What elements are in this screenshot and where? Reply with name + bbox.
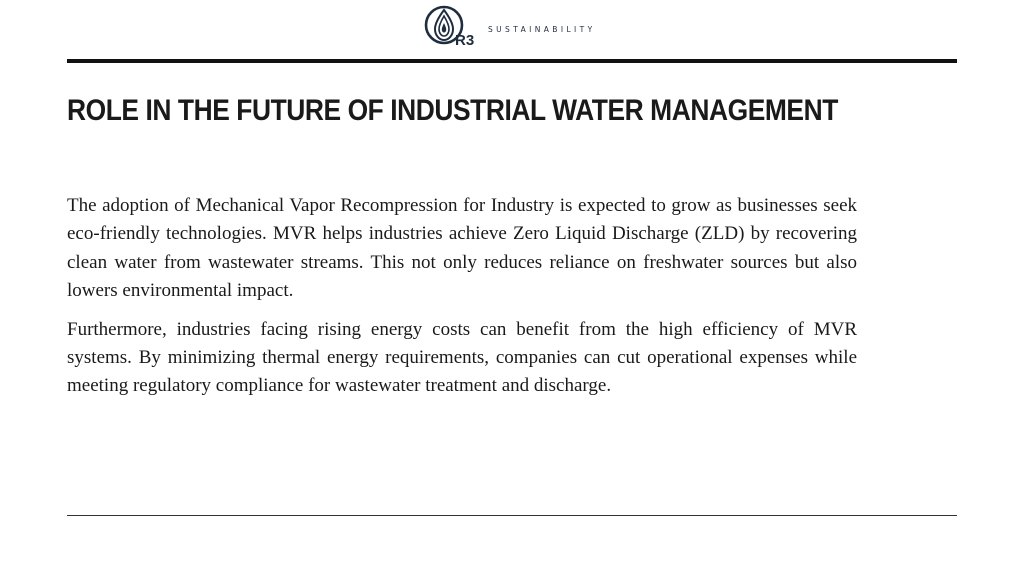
company-logo [424, 4, 596, 48]
logo-mark-text: R3 [455, 32, 475, 48]
r3-logo-icon [424, 4, 486, 48]
body-text [67, 192, 857, 411]
paragraph-2: Furthermore, industries facing rising energy costs can benefit from the high efficiency of MVR systems. By minimizing thermal energy requirements, companies can cut operational expenses while meeting regulatory compliance for wastewater treatment and discharge. [67, 318, 857, 397]
paragraph-1: The adoption of Mechanical Vapor Recompression for Industry is expected to grow as businesses seek eco-friendly technologies. MVR helps industries achieve Zero Liquid Discharge (ZLD) by recovering clean water from wastewater streams. This not only reduces reliance on freshwater sources but also lowers environmental impact. [67, 195, 857, 302]
logo-wordmark: SUSTAINABILITY [488, 24, 596, 34]
top-divider [67, 59, 957, 63]
bottom-divider [67, 515, 957, 516]
page-title: ROLE IN THE FUTURE OF INDUSTRIAL WATER MANAGEMENT [67, 94, 838, 127]
